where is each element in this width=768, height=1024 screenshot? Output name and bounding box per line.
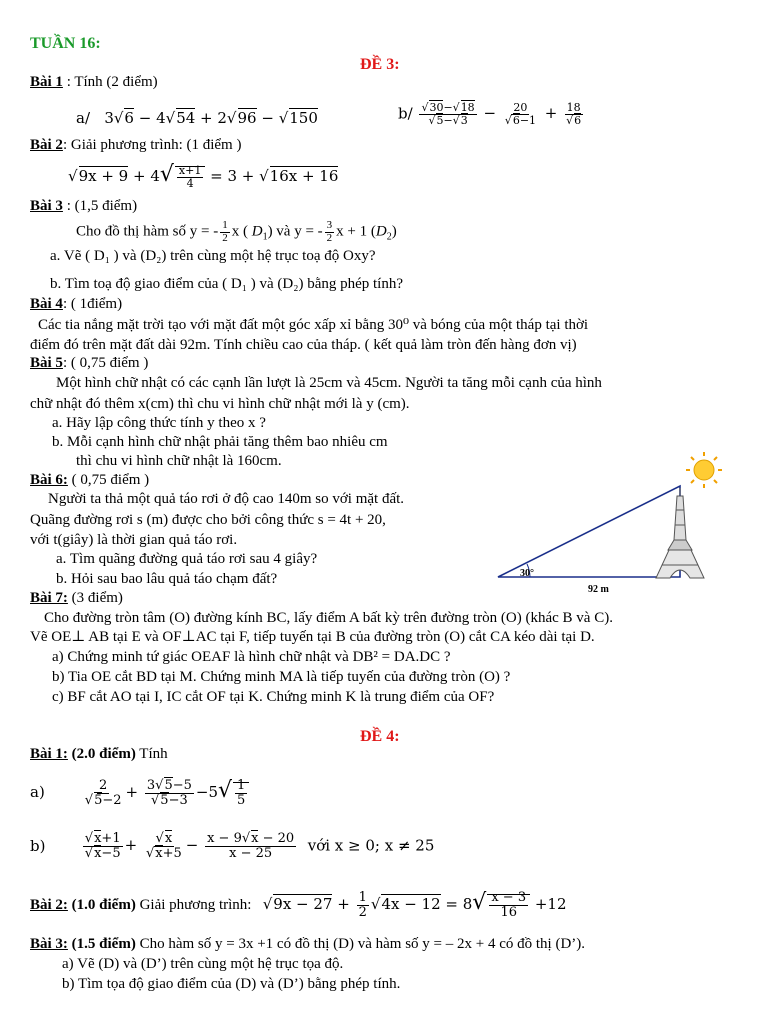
problem-label: Bài 1 (30, 74, 63, 90)
problem-7-line1: Cho đường tròn tâm (O) đường kính BC, lấy điểm A bất kỳ trên đường tròn (O) (khác B và C). (44, 610, 613, 626)
problem-5-line1: Một hình chữ nhật có các cạnh lần lượt là 25cm và 45cm. Người ta tăng mỗi cạnh của hình (56, 375, 602, 391)
angle-label: 30° (520, 568, 534, 579)
problem-5b-line1: b. Mỗi cạnh hình chữ nhật phải tăng thêm bao nhiêu cm (52, 434, 388, 450)
problem-label: Bài 5 (30, 355, 63, 371)
problem-text: : (1,5 điểm) (62, 198, 138, 214)
problem-3b: b. Tìm toạ độ giao điểm của ( D₁ ) và (D₂) bằng phép tính? (50, 276, 404, 292)
tower-figure (490, 450, 750, 600)
problem-6 (30, 472, 149, 489)
problem-7 (30, 590, 123, 607)
problem-label: Bài 6: (30, 472, 68, 488)
problem-text: Tính (135, 746, 168, 762)
problem-2-equation: √9x + 9 + 4√ $\frac{x+1}{4}$ = 3 + √16x + 16 (68, 162, 339, 190)
problem-text: (3 điểm) (67, 590, 123, 606)
problem-2 (30, 137, 241, 154)
triangle-shape (498, 486, 680, 577)
problem-7a: a) Chứng minh tứ giác OEAF là hình chữ nhật và DB² = DA.DC ? (52, 649, 451, 665)
problem-text: : ( 0,75 điểm ) (62, 355, 149, 371)
exam4-problem-1a: a) $\frac{2}{√5-2}$ + $\frac{3√5-5}{√5-3}$ −5√ $\frac{1}{5}$ (30, 778, 249, 807)
item-label: b/ (398, 104, 413, 123)
problem-text: : Tính (2 điểm) (62, 74, 158, 90)
problem-1a (76, 110, 318, 127)
exam4-problem-3 (30, 936, 585, 953)
item-label: a/ (76, 109, 90, 127)
problem-4-line1: Các tia nắng mặt trời tạo với mặt đất một góc xấp xỉ bằng 30⁰ và bóng của một tháp tại thời (38, 317, 589, 333)
tower-icon (656, 488, 704, 578)
problem-4 (30, 296, 122, 313)
problem-label: Bài 3: (30, 936, 68, 952)
week-title: TUẦN 16: (30, 35, 101, 52)
problem-points: (1.0 điểm) (67, 896, 136, 913)
exam-4-title: ĐỀ 4: (360, 728, 400, 745)
problem-text: : Giải phương trình: (1 điểm ) (62, 137, 242, 153)
problem-label: Bài 3 (30, 198, 63, 214)
problem-text: Cho hàm số y = 3x +1 có đồ thị (D) và hàm số y = – 2x + 4 có đồ thị (D’). (135, 936, 586, 952)
exam4-problem-1b: b) $\frac{√x+1}{√x-5}$ + $\frac{√x}{√x+5}$ − $\frac{x - 9√x - 20}{x - 25}$ với x ≥ 0; x ≠ 25 (30, 831, 435, 861)
problem-7b: b) Tia OE cắt BD tại M. Chứng minh MA là tiếp tuyến của đường tròn (O) ? (52, 669, 511, 685)
problem-4-line2: điểm đó trên mặt đất dài 92m. Tính chiều cao của tháp. ( kết quả làm tròn đến hàng đơn vị) (30, 337, 577, 353)
item-label: b) (30, 836, 46, 855)
sun-icon (686, 452, 722, 488)
condition: với x ≥ 0; x ≠ 25 (307, 836, 435, 855)
problem-5a: a. Hãy lập công thức tính y theo x ? (52, 415, 266, 431)
problem-label: Bài 2: (30, 896, 68, 913)
problem-3-intro: Cho đồ thị hàm số y = - $\frac{1}{2}$ x ( $D_1$) và y = - $\frac{3}{2}$ x + 1 $(D_2)$ (76, 219, 397, 244)
exam4-problem-1 (30, 746, 168, 763)
expression: 3√6 − 4√54 + 2√96 − √150 (104, 109, 318, 127)
problem-label: Bài 4 (30, 296, 63, 312)
problem-text: : ( 1điểm) (62, 296, 123, 312)
problem-1 (30, 74, 158, 91)
problem-7-line2: Vẽ OE⊥ AB tại E và OF⊥AC tại F, tiếp tuyến tại B của đường tròn (O) cắt CA kéo dài tại D. (30, 629, 595, 645)
problem-text: Giải phương trình: (135, 896, 252, 913)
length-label: 92 m (588, 584, 609, 595)
problem-5-line2: chữ nhật đó thêm x(cm) thì chu vi hình chữ nhật mới là y (cm). (30, 396, 410, 412)
problem-6-line1: Người ta thả một quả táo rơi ở độ cao 140m so với mặt đất. (48, 491, 405, 507)
equation: √9x − 27 + $\frac{1}{2}$ √4x − 12 = 8√ $\frac{x - 3}{16}$ +12 (262, 889, 567, 920)
problem-3 (30, 198, 137, 215)
problem-6b: b. Hỏi sau bao lâu quả táo chạm đất? (56, 571, 278, 587)
exam4-problem-2 (30, 890, 567, 919)
problem-3a: a. Vẽ ( D₁ ) và (D₂) trên cùng một hệ trục toạ độ Oxy? (50, 248, 376, 264)
fraction: $\frac{20}{√6-1}$ (504, 101, 537, 127)
problem-text: ( 0,75 điểm ) (67, 472, 150, 488)
problem-6a: a. Tìm quãng đường quả táo rơi sau 4 giây? (56, 551, 318, 567)
problem-7c: c) BF cắt AO tại I, IC cắt OF tại K. Chứng minh K là trung điểm của OF? (52, 689, 495, 705)
intro-text: Cho đồ thị hàm số y = - (76, 223, 219, 240)
problem-points: (1.5 điểm) (67, 936, 136, 952)
problem-6-line2: Quãng đường rơi s (m) được cho bởi công thức s = 4t + 20, (30, 512, 386, 528)
equation-right: = 3 + √16x + 16 (210, 167, 339, 185)
problem-5b-line2: thì chu vi hình chữ nhật là 160cm. (76, 453, 282, 469)
problem-5 (30, 355, 148, 372)
fraction: $\frac{√30-√18}{√5-√3}$ (421, 101, 475, 127)
exam4-problem-3a: a) Vẽ (D) và (D’) trên cùng một hệ trục tọa độ. (62, 956, 344, 972)
problem-label: Bài 7: (30, 590, 68, 606)
problem-1b: b/ $\frac{√30-√18}{√5-√3}$ − $\frac{20}{√6-1}$ + $\frac{18}{√6}$ (398, 101, 582, 127)
problem-points: (2.0 điểm) (67, 746, 136, 762)
item-label: a) (30, 783, 45, 802)
exam4-problem-3b: b) Tìm tọa độ giao điểm của (D) và (D’) bằng phép tính. (62, 976, 401, 992)
problem-6-line3: với t(giây) là thời gian quả táo rơi. (30, 532, 238, 548)
problem-label: Bài 2 (30, 137, 63, 153)
fraction: $\frac{18}{√6}$ (566, 101, 582, 127)
exam-3-title: ĐỀ 3: (360, 56, 400, 73)
problem-label: Bài 1: (30, 746, 68, 762)
